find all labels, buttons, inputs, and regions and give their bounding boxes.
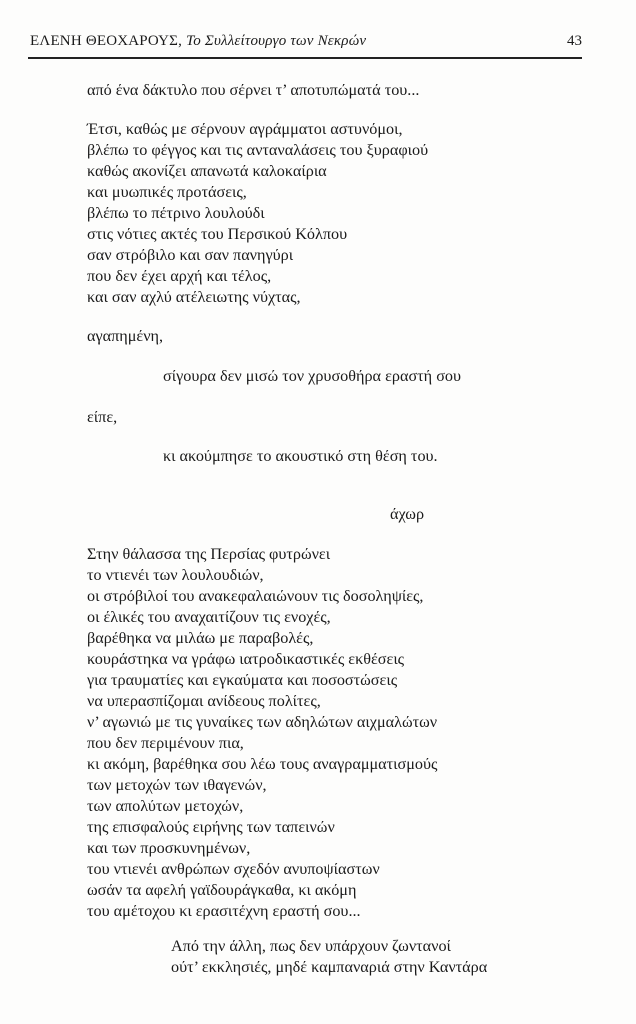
poem-line: των απολύτων μετοχών, xyxy=(87,797,244,815)
poem-line: για τραυματίες και εγκαύματα και ποσοστώσεις xyxy=(87,671,398,689)
poem-line: Έτσι, καθώς με σέρνουν αγράμματοι αστυνόμοι, xyxy=(87,120,403,138)
poem-line: ωσάν τα αφελή γαϊδουράγκαθα, κι ακόμη xyxy=(87,881,357,899)
poem-line: καθώς ακονίζει απανωτά καλοκαίρια xyxy=(87,162,327,180)
page-number: 43 xyxy=(567,33,582,49)
poem-line: του ντιενέι ανθρώπων σχεδόν ανυποψίαστων xyxy=(87,860,380,878)
poem-line: και των προσκυνημένων, xyxy=(87,839,251,857)
running-header xyxy=(30,33,582,55)
poem-line: κι ακούμπησε το ακουστικό στη θέση του. xyxy=(163,447,438,465)
header-divider xyxy=(28,57,582,59)
poem-line: και μυωπικές προτάσεις, xyxy=(87,183,247,201)
poem-line: οι στρόβιλοί του ανακεφαλαιώνουν τις δοσοληψίες, xyxy=(87,587,424,605)
poem-line: οι έλικές του αναχαιτίζουν τις ενοχές, xyxy=(87,608,331,626)
poem-line: του αμέτοχου κι ερασιτέχνη εραστή σου... xyxy=(87,902,361,920)
poem-line: και σαν αχλύ ατέλειωτης νύχτας, xyxy=(87,288,301,306)
header-book-title: Το Συλλείτουργο των Νεκρών xyxy=(186,33,367,49)
poem-line: στις νότιες ακτές του Περσικού Κόλπου xyxy=(87,225,348,243)
poem-line: σαν στρόβιλο και σαν πανηγύρι xyxy=(87,246,294,264)
poem-line: Από την άλλη, πως δεν υπάρχουν ζωντανοί xyxy=(171,937,451,955)
poem-line: κι ακόμη, βαρέθηκα σου λέω τους αναγραμματισμούς xyxy=(87,755,438,773)
poem-line: βλέπω το φέγγος και τις ανταναλάσεις του ξυραφιού xyxy=(87,141,429,159)
poem-line: αγαπημένη, xyxy=(87,327,164,345)
poem-line: ν’ αγωνιώ με τις γυναίκες των αδηλώτων αιχμαλώτων xyxy=(87,713,438,731)
poem-line: βαρέθηκα να μιλάω με παραβολές, xyxy=(87,629,314,647)
poem-line: είπε, xyxy=(87,408,118,426)
poem-line: από ένα δάκτυλο που σέρνει τ’ αποτυπώματά του... xyxy=(87,81,420,99)
header-author: ΕΛΕΝΗ ΘΕΟΧΑΡΟΥΣ, xyxy=(30,33,183,49)
poem-line: που δεν περιμένουν πια, xyxy=(87,734,244,752)
poem-line: των μετοχών των ιθαγενών, xyxy=(87,776,267,794)
poem-line: ούτ’ εκκλησιές, μηδέ καμπαναριά στην Καντάρα xyxy=(171,958,488,976)
poem-line: να υπερασπίζομαι ανίδεους πολίτες, xyxy=(87,692,321,710)
poem-line: που δεν έχει αρχή και τέλος, xyxy=(87,267,272,285)
poem-line: Στην θάλασσα της Περσίας φυτρώνει xyxy=(87,545,331,563)
poem-line: της επισφαλούς ειρήνης των ταπεινών xyxy=(87,818,335,836)
header-author-and-title xyxy=(30,33,366,50)
poem-line: βλέπω το πέτρινο λουλούδι xyxy=(87,204,265,222)
poem-line: άχωρ xyxy=(390,505,425,523)
poem-line: σίγουρα δεν μισώ τον χρυσοθήρα εραστή σου xyxy=(163,367,462,385)
poem-line: κουράστηκα να γράφω ιατροδικαστικές εκθέσεις xyxy=(87,650,405,668)
poem-line: το ντιενέι των λουλουδιών, xyxy=(87,566,264,584)
